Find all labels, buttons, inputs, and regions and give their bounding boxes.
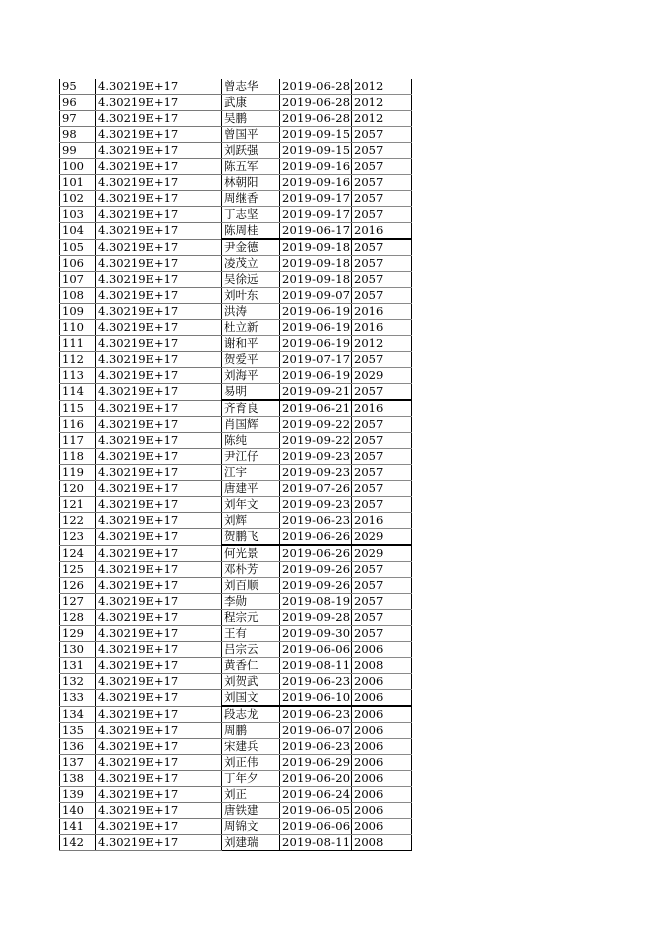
table-row[interactable] (60, 626, 412, 642)
table-row[interactable] (60, 127, 412, 143)
table-row[interactable] (60, 191, 412, 207)
code-cell[interactable]: 2029 (352, 368, 412, 384)
id-code-cell[interactable]: 4.30219E+17 (96, 111, 222, 127)
row-number-cell[interactable]: 134 (60, 706, 96, 723)
id-code-cell[interactable]: 4.30219E+17 (96, 400, 222, 417)
name-cell[interactable]: 肖国辉 (222, 417, 280, 433)
table-row[interactable] (60, 787, 412, 803)
code-cell[interactable]: 2008 (352, 658, 412, 674)
date-cell[interactable]: 2019-09-23 (280, 449, 352, 465)
table-row[interactable] (60, 239, 412, 256)
code-cell[interactable]: 2057 (352, 127, 412, 143)
id-code-cell[interactable]: 4.30219E+17 (96, 755, 222, 771)
name-cell[interactable]: 周继香 (222, 191, 280, 207)
name-cell[interactable]: 邓朴芳 (222, 562, 280, 578)
table-row[interactable] (60, 642, 412, 658)
code-cell[interactable]: 2057 (352, 175, 412, 191)
table-row[interactable] (60, 562, 412, 578)
date-cell[interactable]: 2019-09-07 (280, 288, 352, 304)
code-cell[interactable]: 2016 (352, 400, 412, 417)
date-cell[interactable]: 2019-06-19 (280, 320, 352, 336)
date-cell[interactable]: 2019-06-23 (280, 706, 352, 723)
date-cell[interactable]: 2019-06-06 (280, 642, 352, 658)
table-row[interactable] (60, 336, 412, 352)
table-row[interactable] (60, 739, 412, 755)
table-row[interactable] (60, 384, 412, 401)
id-code-cell[interactable]: 4.30219E+17 (96, 787, 222, 803)
id-code-cell[interactable]: 4.30219E+17 (96, 545, 222, 562)
date-cell[interactable]: 2019-08-11 (280, 658, 352, 674)
row-number-cell[interactable]: 130 (60, 642, 96, 658)
row-number-cell[interactable]: 111 (60, 336, 96, 352)
row-number-cell[interactable]: 121 (60, 497, 96, 513)
code-cell[interactable]: 2057 (352, 159, 412, 175)
table-row[interactable] (60, 207, 412, 223)
date-cell[interactable]: 2019-09-21 (280, 384, 352, 401)
row-number-cell[interactable]: 142 (60, 835, 96, 851)
name-cell[interactable]: 吴徐远 (222, 272, 280, 288)
code-cell[interactable]: 2057 (352, 626, 412, 642)
code-cell[interactable]: 2029 (352, 545, 412, 562)
code-cell[interactable]: 2006 (352, 803, 412, 819)
id-code-cell[interactable]: 4.30219E+17 (96, 739, 222, 755)
name-cell[interactable]: 刘正 (222, 787, 280, 803)
table-row[interactable] (60, 529, 412, 546)
code-cell[interactable]: 2057 (352, 578, 412, 594)
name-cell[interactable]: 吕宗云 (222, 642, 280, 658)
code-cell[interactable]: 2006 (352, 755, 412, 771)
id-code-cell[interactable]: 4.30219E+17 (96, 819, 222, 835)
table-row[interactable] (60, 755, 412, 771)
date-cell[interactable]: 2019-07-26 (280, 481, 352, 497)
row-number-cell[interactable]: 96 (60, 95, 96, 111)
table-row[interactable] (60, 706, 412, 723)
table-row[interactable] (60, 819, 412, 835)
date-cell[interactable]: 2019-09-17 (280, 191, 352, 207)
row-number-cell[interactable]: 100 (60, 159, 96, 175)
id-code-cell[interactable]: 4.30219E+17 (96, 706, 222, 723)
row-number-cell[interactable]: 131 (60, 658, 96, 674)
name-cell[interactable]: 尹金德 (222, 239, 280, 256)
id-code-cell[interactable]: 4.30219E+17 (96, 320, 222, 336)
id-code-cell[interactable]: 4.30219E+17 (96, 690, 222, 707)
row-number-cell[interactable]: 108 (60, 288, 96, 304)
name-cell[interactable]: 洪涛 (222, 304, 280, 320)
name-cell[interactable]: 唐建平 (222, 481, 280, 497)
id-code-cell[interactable]: 4.30219E+17 (96, 835, 222, 851)
name-cell[interactable]: 刘海平 (222, 368, 280, 384)
code-cell[interactable]: 2057 (352, 384, 412, 401)
id-code-cell[interactable]: 4.30219E+17 (96, 207, 222, 223)
table-row[interactable] (60, 610, 412, 626)
name-cell[interactable]: 李勋 (222, 594, 280, 610)
row-number-cell[interactable]: 137 (60, 755, 96, 771)
table-row[interactable] (60, 272, 412, 288)
name-cell[interactable]: 刘跃强 (222, 143, 280, 159)
date-cell[interactable]: 2019-06-29 (280, 755, 352, 771)
code-cell[interactable]: 2057 (352, 417, 412, 433)
row-number-cell[interactable]: 104 (60, 223, 96, 240)
code-cell[interactable]: 2012 (352, 111, 412, 127)
id-code-cell[interactable]: 4.30219E+17 (96, 433, 222, 449)
code-cell[interactable]: 2057 (352, 207, 412, 223)
name-cell[interactable]: 凌茂立 (222, 256, 280, 272)
table-row[interactable] (60, 175, 412, 191)
id-code-cell[interactable]: 4.30219E+17 (96, 642, 222, 658)
row-number-cell[interactable]: 107 (60, 272, 96, 288)
table-row[interactable] (60, 723, 412, 739)
date-cell[interactable]: 2019-06-26 (280, 529, 352, 546)
row-number-cell[interactable]: 136 (60, 739, 96, 755)
id-code-cell[interactable]: 4.30219E+17 (96, 610, 222, 626)
row-number-cell[interactable]: 109 (60, 304, 96, 320)
id-code-cell[interactable]: 4.30219E+17 (96, 417, 222, 433)
name-cell[interactable]: 周锦文 (222, 819, 280, 835)
row-number-cell[interactable]: 110 (60, 320, 96, 336)
code-cell[interactable]: 2057 (352, 239, 412, 256)
date-cell[interactable]: 2019-06-23 (280, 739, 352, 755)
code-cell[interactable]: 2057 (352, 465, 412, 481)
data-table (59, 79, 412, 851)
name-cell[interactable]: 吴鹏 (222, 111, 280, 127)
id-code-cell[interactable]: 4.30219E+17 (96, 723, 222, 739)
date-cell[interactable]: 2019-09-15 (280, 143, 352, 159)
row-number-cell[interactable]: 118 (60, 449, 96, 465)
table-row[interactable] (60, 835, 412, 851)
id-code-cell[interactable]: 4.30219E+17 (96, 127, 222, 143)
name-cell[interactable]: 刘国文 (222, 690, 280, 707)
date-cell[interactable]: 2019-09-22 (280, 433, 352, 449)
id-code-cell[interactable]: 4.30219E+17 (96, 578, 222, 594)
name-cell[interactable]: 丁年夕 (222, 771, 280, 787)
row-number-cell[interactable]: 138 (60, 771, 96, 787)
table-row[interactable] (60, 771, 412, 787)
code-cell[interactable]: 2057 (352, 497, 412, 513)
row-number-cell[interactable]: 97 (60, 111, 96, 127)
table-row[interactable] (60, 513, 412, 529)
table-row[interactable] (60, 352, 412, 368)
table-row[interactable] (60, 578, 412, 594)
id-code-cell[interactable]: 4.30219E+17 (96, 368, 222, 384)
code-cell[interactable]: 2006 (352, 674, 412, 690)
name-cell[interactable]: 曾国平 (222, 127, 280, 143)
table-row[interactable] (60, 95, 412, 111)
table-row[interactable] (60, 465, 412, 481)
name-cell[interactable]: 林朝阳 (222, 175, 280, 191)
row-number-cell[interactable]: 120 (60, 481, 96, 497)
name-cell[interactable]: 贺爱平 (222, 352, 280, 368)
date-cell[interactable]: 2019-09-30 (280, 626, 352, 642)
code-cell[interactable]: 2057 (352, 562, 412, 578)
date-cell[interactable]: 2019-09-16 (280, 159, 352, 175)
name-cell[interactable]: 尹江仔 (222, 449, 280, 465)
code-cell[interactable]: 2006 (352, 690, 412, 707)
id-code-cell[interactable]: 4.30219E+17 (96, 223, 222, 240)
code-cell[interactable]: 2006 (352, 819, 412, 835)
row-number-cell[interactable]: 117 (60, 433, 96, 449)
name-cell[interactable]: 何光景 (222, 545, 280, 562)
code-cell[interactable]: 2057 (352, 143, 412, 159)
table-row[interactable] (60, 433, 412, 449)
row-number-cell[interactable]: 126 (60, 578, 96, 594)
name-cell[interactable]: 刘贺武 (222, 674, 280, 690)
id-code-cell[interactable]: 4.30219E+17 (96, 272, 222, 288)
date-cell[interactable]: 2019-09-18 (280, 272, 352, 288)
code-cell[interactable]: 2057 (352, 272, 412, 288)
id-code-cell[interactable]: 4.30219E+17 (96, 191, 222, 207)
code-cell[interactable]: 2012 (352, 95, 412, 111)
code-cell[interactable]: 2006 (352, 787, 412, 803)
name-cell[interactable]: 黄香仁 (222, 658, 280, 674)
code-cell[interactable]: 2057 (352, 481, 412, 497)
date-cell[interactable]: 2019-06-28 (280, 95, 352, 111)
date-cell[interactable]: 2019-07-17 (280, 352, 352, 368)
date-cell[interactable]: 2019-09-23 (280, 497, 352, 513)
code-cell[interactable]: 2029 (352, 529, 412, 546)
table-row[interactable] (60, 256, 412, 272)
row-number-cell[interactable]: 140 (60, 803, 96, 819)
date-cell[interactable]: 2019-06-26 (280, 545, 352, 562)
code-cell[interactable]: 2057 (352, 433, 412, 449)
id-code-cell[interactable]: 4.30219E+17 (96, 626, 222, 642)
code-cell[interactable]: 2016 (352, 320, 412, 336)
id-code-cell[interactable]: 4.30219E+17 (96, 352, 222, 368)
row-number-cell[interactable]: 114 (60, 384, 96, 401)
row-number-cell[interactable]: 113 (60, 368, 96, 384)
name-cell[interactable]: 程宗元 (222, 610, 280, 626)
id-code-cell[interactable]: 4.30219E+17 (96, 175, 222, 191)
row-number-cell[interactable]: 116 (60, 417, 96, 433)
name-cell[interactable]: 谢和平 (222, 336, 280, 352)
date-cell[interactable]: 2019-06-05 (280, 803, 352, 819)
date-cell[interactable]: 2019-09-17 (280, 207, 352, 223)
row-number-cell[interactable]: 127 (60, 594, 96, 610)
code-cell[interactable]: 2057 (352, 610, 412, 626)
id-code-cell[interactable]: 4.30219E+17 (96, 143, 222, 159)
date-cell[interactable]: 2019-09-26 (280, 578, 352, 594)
table-row[interactable] (60, 481, 412, 497)
name-cell[interactable]: 周鹏 (222, 723, 280, 739)
code-cell[interactable]: 2016 (352, 513, 412, 529)
table-row[interactable] (60, 545, 412, 562)
name-cell[interactable]: 曾志华 (222, 79, 280, 95)
id-code-cell[interactable]: 4.30219E+17 (96, 288, 222, 304)
id-code-cell[interactable]: 4.30219E+17 (96, 529, 222, 546)
table-row[interactable] (60, 690, 412, 707)
table-row[interactable] (60, 368, 412, 384)
date-cell[interactable]: 2019-09-15 (280, 127, 352, 143)
code-cell[interactable]: 2057 (352, 352, 412, 368)
date-cell[interactable]: 2019-06-20 (280, 771, 352, 787)
code-cell[interactable]: 2012 (352, 79, 412, 95)
table-row[interactable] (60, 449, 412, 465)
row-number-cell[interactable]: 129 (60, 626, 96, 642)
row-number-cell[interactable]: 119 (60, 465, 96, 481)
date-cell[interactable]: 2019-06-19 (280, 336, 352, 352)
date-cell[interactable]: 2019-09-23 (280, 465, 352, 481)
table-body (60, 79, 412, 851)
code-cell[interactable]: 2008 (352, 835, 412, 851)
date-cell[interactable]: 2019-06-17 (280, 223, 352, 240)
table-row[interactable] (60, 658, 412, 674)
code-cell[interactable]: 2016 (352, 223, 412, 240)
date-cell[interactable]: 2019-08-11 (280, 835, 352, 851)
row-number-cell[interactable]: 95 (60, 79, 96, 95)
name-cell[interactable]: 陈五军 (222, 159, 280, 175)
date-cell[interactable]: 2019-06-07 (280, 723, 352, 739)
code-cell[interactable]: 2006 (352, 771, 412, 787)
row-number-cell[interactable]: 103 (60, 207, 96, 223)
code-cell[interactable]: 2016 (352, 304, 412, 320)
id-code-cell[interactable]: 4.30219E+17 (96, 562, 222, 578)
table-row[interactable] (60, 320, 412, 336)
name-cell[interactable]: 宋建兵 (222, 739, 280, 755)
table-row[interactable] (60, 497, 412, 513)
table-row[interactable] (60, 400, 412, 417)
table-row[interactable] (60, 803, 412, 819)
code-cell[interactable]: 2012 (352, 336, 412, 352)
code-cell[interactable]: 2057 (352, 256, 412, 272)
id-code-cell[interactable]: 4.30219E+17 (96, 465, 222, 481)
code-cell[interactable]: 2057 (352, 288, 412, 304)
id-code-cell[interactable]: 4.30219E+17 (96, 336, 222, 352)
name-cell[interactable]: 段志龙 (222, 706, 280, 723)
code-cell[interactable]: 2057 (352, 191, 412, 207)
date-cell[interactable]: 2019-09-26 (280, 562, 352, 578)
id-code-cell[interactable]: 4.30219E+17 (96, 674, 222, 690)
name-cell[interactable]: 齐育良 (222, 400, 280, 417)
table-row[interactable] (60, 288, 412, 304)
id-code-cell[interactable]: 4.30219E+17 (96, 771, 222, 787)
row-number-cell[interactable]: 125 (60, 562, 96, 578)
table-row[interactable] (60, 159, 412, 175)
name-cell[interactable]: 杜立新 (222, 320, 280, 336)
table-row[interactable] (60, 674, 412, 690)
row-number-cell[interactable]: 141 (60, 819, 96, 835)
date-cell[interactable]: 2019-06-23 (280, 674, 352, 690)
id-code-cell[interactable]: 4.30219E+17 (96, 594, 222, 610)
row-number-cell[interactable]: 122 (60, 513, 96, 529)
row-number-cell[interactable]: 102 (60, 191, 96, 207)
id-code-cell[interactable]: 4.30219E+17 (96, 159, 222, 175)
name-cell[interactable]: 易明 (222, 384, 280, 401)
name-cell[interactable]: 刘年文 (222, 497, 280, 513)
name-cell[interactable]: 江宇 (222, 465, 280, 481)
name-cell[interactable]: 陈纯 (222, 433, 280, 449)
code-cell[interactable]: 2057 (352, 594, 412, 610)
code-cell[interactable]: 2006 (352, 706, 412, 723)
table-row[interactable] (60, 79, 412, 95)
spreadsheet-grid (59, 79, 412, 851)
name-cell[interactable]: 刘建瑞 (222, 835, 280, 851)
row-number-cell[interactable]: 124 (60, 545, 96, 562)
id-code-cell[interactable]: 4.30219E+17 (96, 256, 222, 272)
row-number-cell[interactable]: 132 (60, 674, 96, 690)
date-cell[interactable]: 2019-06-28 (280, 111, 352, 127)
id-code-cell[interactable]: 4.30219E+17 (96, 304, 222, 320)
table-row[interactable] (60, 594, 412, 610)
row-number-cell[interactable]: 128 (60, 610, 96, 626)
row-number-cell[interactable]: 101 (60, 175, 96, 191)
date-cell[interactable]: 2019-06-28 (280, 79, 352, 95)
date-cell[interactable]: 2019-06-19 (280, 304, 352, 320)
date-cell[interactable]: 2019-06-10 (280, 690, 352, 707)
id-code-cell[interactable]: 4.30219E+17 (96, 803, 222, 819)
date-cell[interactable]: 2019-06-24 (280, 787, 352, 803)
date-cell[interactable]: 2019-06-19 (280, 368, 352, 384)
code-cell[interactable]: 2057 (352, 449, 412, 465)
row-number-cell[interactable]: 112 (60, 352, 96, 368)
row-number-cell[interactable]: 98 (60, 127, 96, 143)
id-code-cell[interactable]: 4.30219E+17 (96, 497, 222, 513)
id-code-cell[interactable]: 4.30219E+17 (96, 95, 222, 111)
row-number-cell[interactable]: 139 (60, 787, 96, 803)
code-cell[interactable]: 2006 (352, 723, 412, 739)
name-cell[interactable]: 武康 (222, 95, 280, 111)
date-cell[interactable]: 2019-09-18 (280, 256, 352, 272)
row-number-cell[interactable]: 99 (60, 143, 96, 159)
id-code-cell[interactable]: 4.30219E+17 (96, 449, 222, 465)
date-cell[interactable]: 2019-06-06 (280, 819, 352, 835)
date-cell[interactable]: 2019-06-21 (280, 400, 352, 417)
code-cell[interactable]: 2006 (352, 642, 412, 658)
name-cell[interactable]: 陈周桂 (222, 223, 280, 240)
date-cell[interactable]: 2019-09-28 (280, 610, 352, 626)
date-cell[interactable]: 2019-09-22 (280, 417, 352, 433)
date-cell[interactable]: 2019-08-19 (280, 594, 352, 610)
table-row[interactable] (60, 223, 412, 240)
name-cell[interactable]: 刘叶东 (222, 288, 280, 304)
row-number-cell[interactable]: 115 (60, 400, 96, 417)
date-cell[interactable]: 2019-09-18 (280, 239, 352, 256)
name-cell[interactable]: 王有 (222, 626, 280, 642)
name-cell[interactable]: 贺鹏飞 (222, 529, 280, 546)
name-cell[interactable]: 唐铁建 (222, 803, 280, 819)
row-number-cell[interactable]: 133 (60, 690, 96, 707)
id-code-cell[interactable]: 4.30219E+17 (96, 481, 222, 497)
row-number-cell[interactable]: 135 (60, 723, 96, 739)
id-code-cell[interactable]: 4.30219E+17 (96, 513, 222, 529)
name-cell[interactable]: 刘百顺 (222, 578, 280, 594)
row-number-cell[interactable]: 123 (60, 529, 96, 546)
row-number-cell[interactable]: 106 (60, 256, 96, 272)
table-row[interactable] (60, 304, 412, 320)
name-cell[interactable]: 刘正伟 (222, 755, 280, 771)
id-code-cell[interactable]: 4.30219E+17 (96, 658, 222, 674)
date-cell[interactable]: 2019-06-23 (280, 513, 352, 529)
row-number-cell[interactable]: 105 (60, 239, 96, 256)
id-code-cell[interactable]: 4.30219E+17 (96, 79, 222, 95)
table-row[interactable] (60, 143, 412, 159)
id-code-cell[interactable]: 4.30219E+17 (96, 384, 222, 401)
table-row[interactable] (60, 111, 412, 127)
date-cell[interactable]: 2019-09-16 (280, 175, 352, 191)
code-cell[interactable]: 2006 (352, 739, 412, 755)
name-cell[interactable]: 刘辉 (222, 513, 280, 529)
id-code-cell[interactable]: 4.30219E+17 (96, 239, 222, 256)
name-cell[interactable]: 丁志坚 (222, 207, 280, 223)
table-row[interactable] (60, 417, 412, 433)
